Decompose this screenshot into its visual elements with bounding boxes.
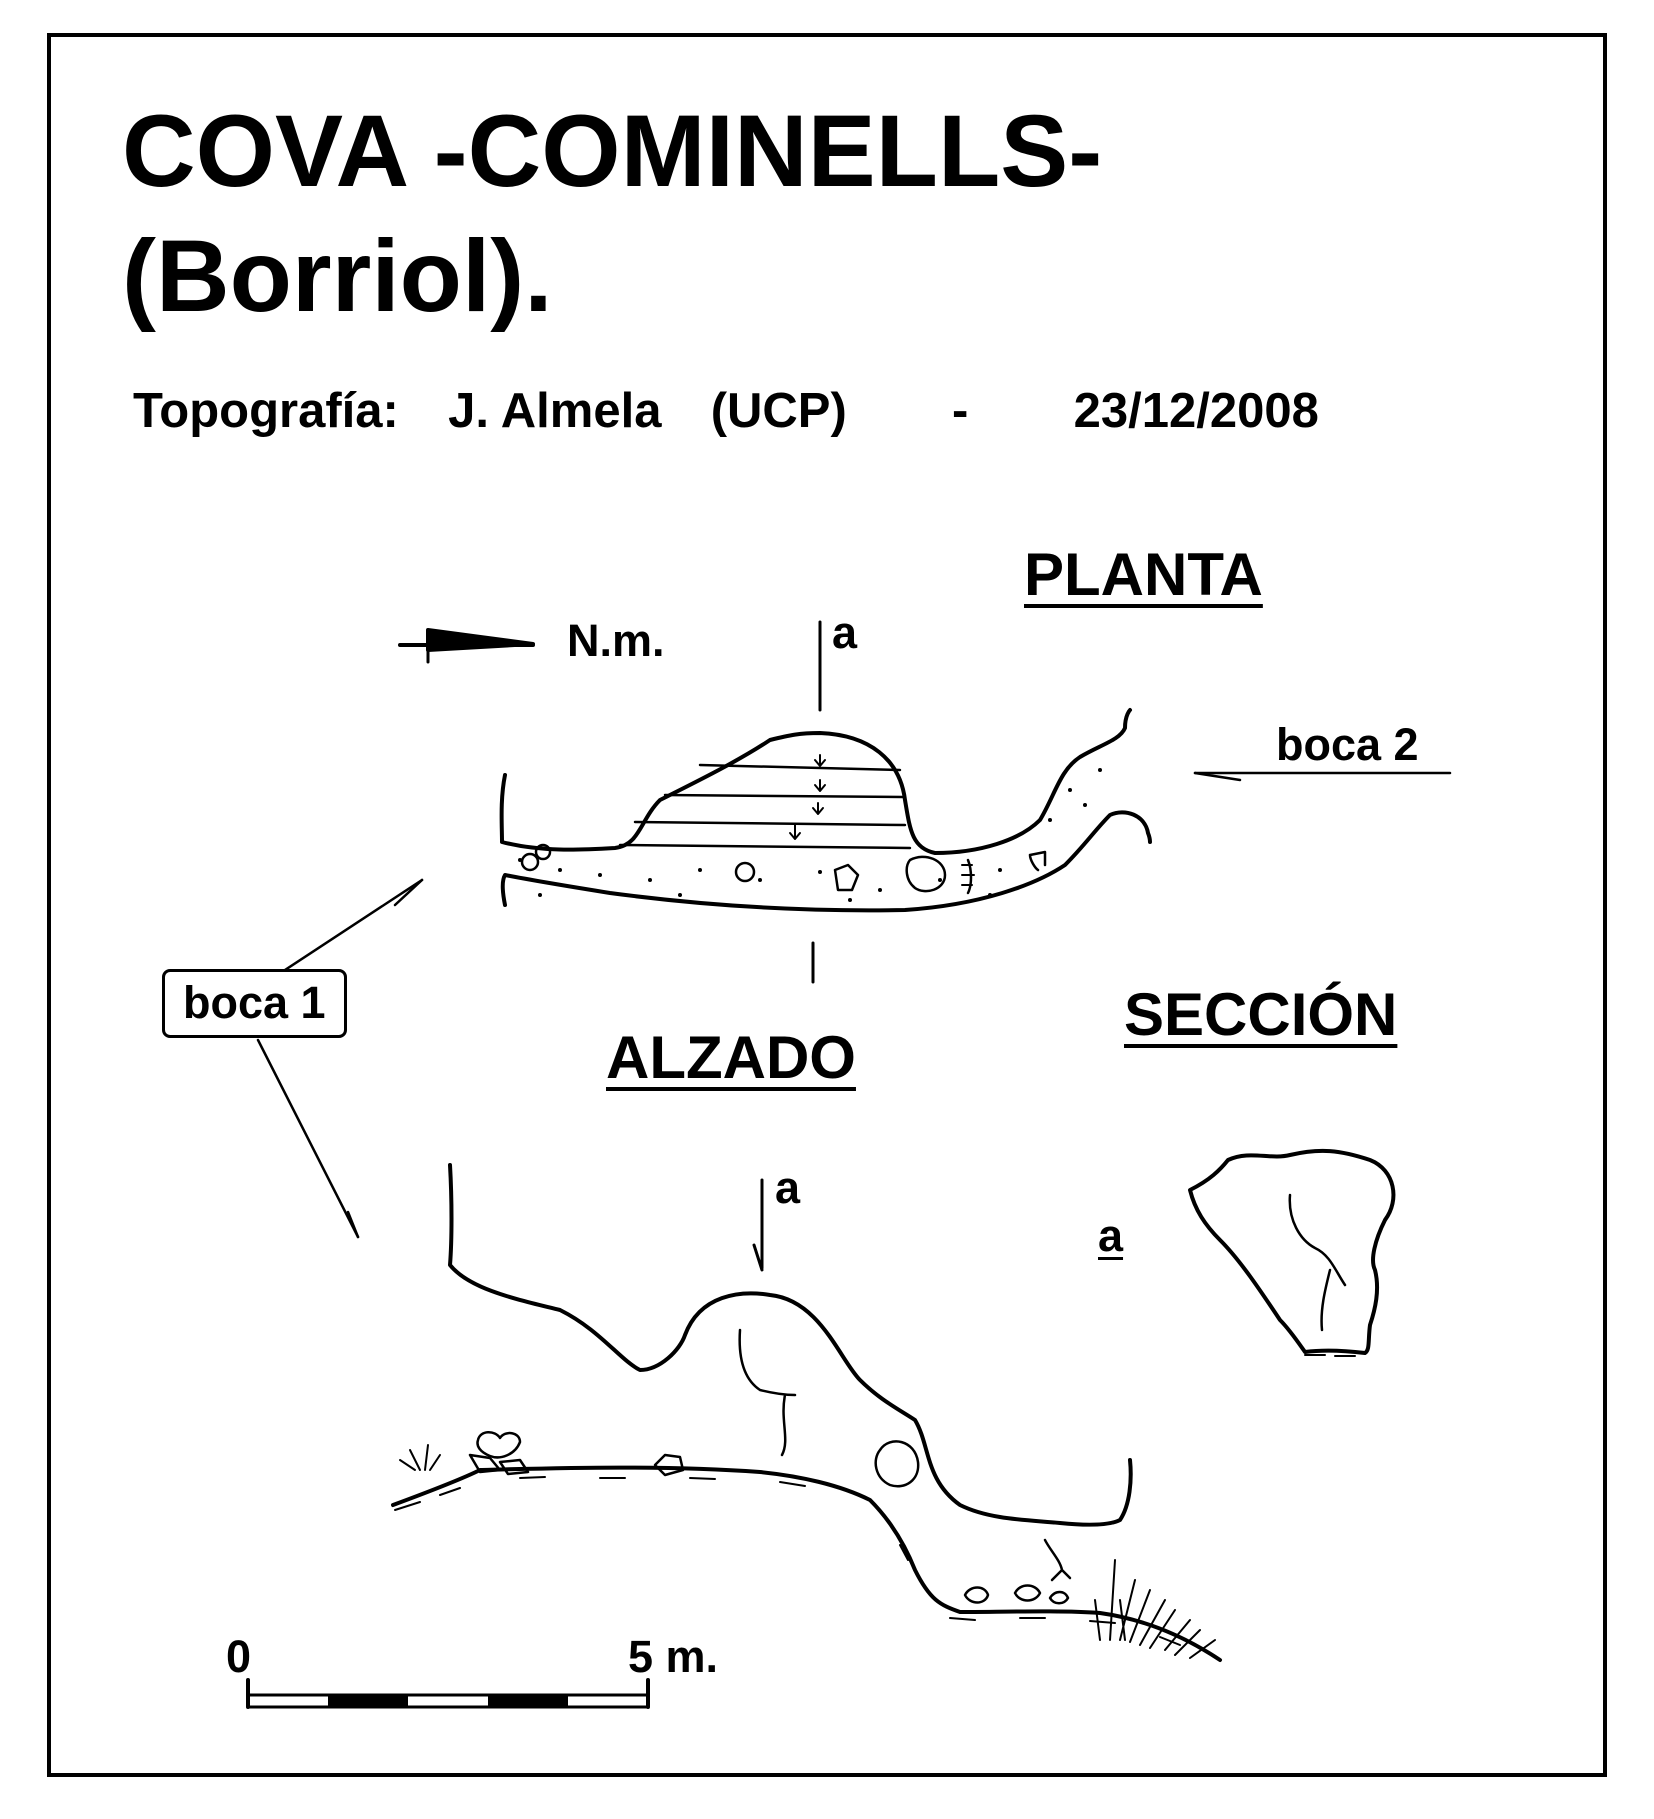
- scale-start-label: 0: [226, 1631, 252, 1682]
- credit-author: J. Almela: [448, 384, 662, 438]
- boulder-icon: [522, 845, 945, 891]
- credit-date: 23/12/2008: [1073, 384, 1319, 438]
- section-view: [1190, 1151, 1393, 1356]
- entrance2-label: boca 2: [1276, 719, 1419, 770]
- entrance2-arrow: [1195, 773, 1450, 780]
- elevation-section-mark-label: a: [775, 1162, 801, 1213]
- entrance1-label: boca 1: [162, 969, 347, 1038]
- scale-end-label: 5 m.: [628, 1631, 719, 1682]
- credit-group: (UCP): [710, 384, 847, 438]
- section-heading: SECCIÓN: [1124, 981, 1398, 1048]
- north-label: N.m.: [567, 615, 665, 666]
- elevation-heading: ALZADO: [606, 1024, 856, 1091]
- boulder-icon-elevation: [470, 1432, 1068, 1603]
- title-line-2: (Borriol).: [122, 219, 553, 333]
- scale-bar: [248, 1680, 648, 1707]
- section-mark-label: a: [1098, 1210, 1124, 1261]
- elevation-view: [393, 1162, 1220, 1660]
- elevation-section-mark: [754, 1180, 762, 1270]
- title-line-1: COVA -COMINELLS-: [122, 94, 1103, 208]
- plan-section-mark-label: a: [832, 607, 858, 658]
- plan-heading: PLANTA: [1024, 541, 1263, 608]
- entrance1-arrows: [250, 880, 422, 1237]
- credit-separator: -: [952, 384, 969, 438]
- north-arrow-icon: [400, 630, 533, 662]
- credit-label: Topografía:: [133, 384, 399, 438]
- plan-view: [502, 710, 1150, 910]
